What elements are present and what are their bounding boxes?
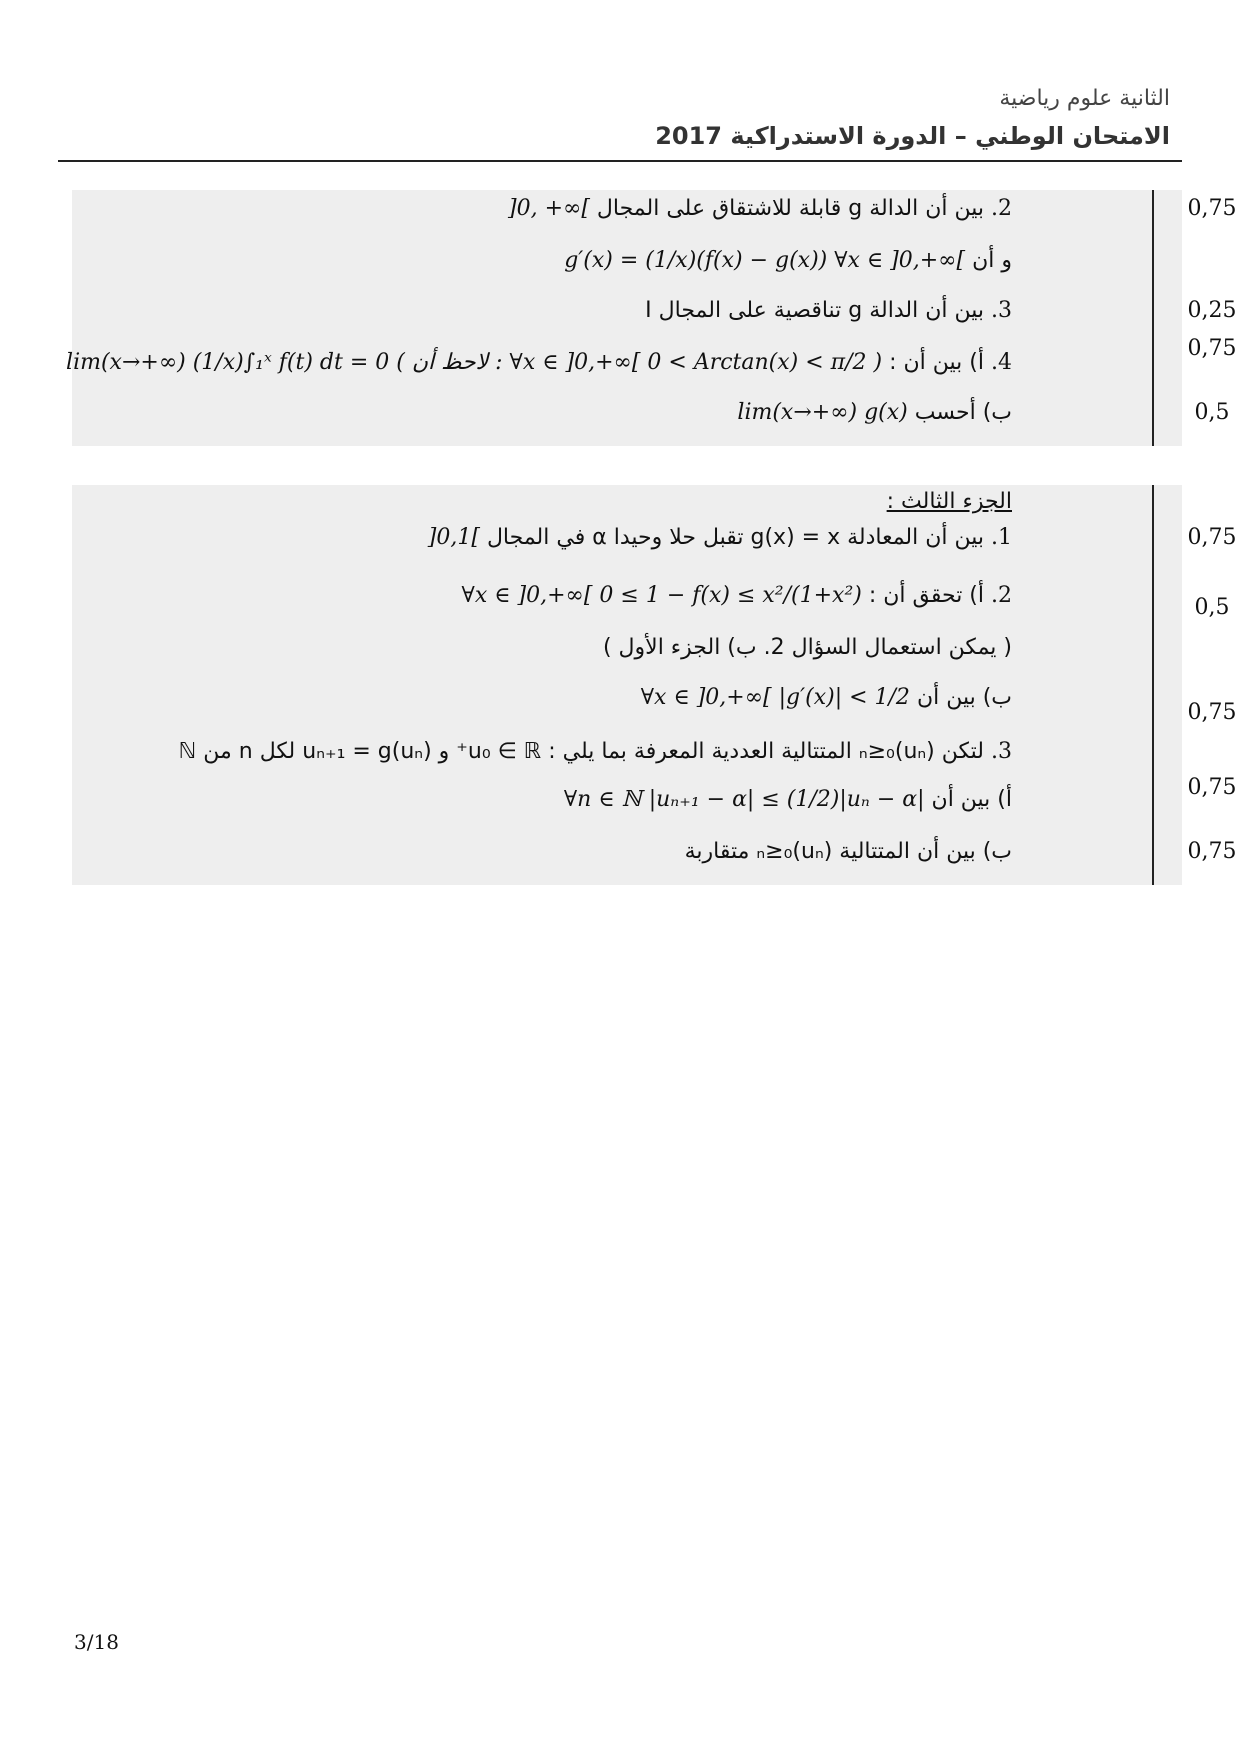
question-3-decreasing: 3. بين أن الدالة g تناقصية على المجال I xyxy=(645,298,1012,323)
question-4b-compute-limit: ب) أحسب lim(x→+∞) g(x) xyxy=(737,400,1012,425)
question-3a-sequence-bound: أ) بين أن ∀n ∈ ℕ |uₙ₊₁ − α| ≤ (1/2)|uₙ − α| xyxy=(563,787,1012,812)
score: 0,5 xyxy=(1194,400,1230,425)
header-exam-title: الامتحان الوطني – الدورة الاستدراكية 2017 xyxy=(655,122,1170,150)
question-3b-convergence: ب) بين أن المتتالية (uₙ)ₙ≥₀ متقاربة xyxy=(684,839,1012,864)
question-2-derivability: 2. بين أن الدالة g قابلة للاشتقاق على المجال ]0, +∞[ xyxy=(508,196,1012,221)
score-column-divider xyxy=(1152,485,1154,885)
exercise-block-part3 xyxy=(72,485,1237,885)
score: 0,25 xyxy=(1187,298,1237,323)
score-column-divider xyxy=(1152,190,1154,446)
score: 0,75 xyxy=(1187,700,1237,725)
question-1-unique-solution: 1. بين أن المعادلة g(x) = x تقبل حلا وحيدا α في المجال ]0,1[ xyxy=(427,525,1012,550)
header-level: الثانية علوم رياضية xyxy=(999,86,1170,111)
question-2-derivative-formula: و أن g′(x) = (1/x)(f(x) − g(x)) ∀x ∈ ]0,+∞[ xyxy=(564,248,1012,273)
question-2a-inequality: 2. أ) تحقق أن : ∀x ∈ ]0,+∞[ 0 ≤ 1 − f(x) ≤ x²/(1+x²) xyxy=(461,583,1012,608)
score: 0,5 xyxy=(1194,595,1230,620)
question-2b-derivative-bound: ب) بين أن ∀x ∈ ]0,+∞[ |g′(x)| < 1/2 xyxy=(640,685,1012,710)
score: 0,75 xyxy=(1187,525,1237,550)
score: 0,75 xyxy=(1187,196,1237,221)
section-title: الجزء الثالث : xyxy=(886,489,1012,514)
question-3-sequence-definition: 3. لتكن (uₙ)ₙ≥₀ المتتالية العددية المعرفة بما يلي : u₀ ∈ ℝ⁺ و uₙ₊₁ = g(uₙ) لكل n من ℕ xyxy=(178,739,1012,764)
page-number: 3/18 xyxy=(74,1630,119,1654)
header-divider xyxy=(58,160,1182,162)
score: 0,75 xyxy=(1187,336,1237,361)
question-2-hint: ( يمكن استعمال السؤال 2. ب) الجزء الأول ) xyxy=(602,635,1012,660)
score: 0,75 xyxy=(1187,839,1237,864)
score: 0,75 xyxy=(1187,775,1237,800)
question-4a-limit: 4. أ) بين أن : lim(x→+∞) (1/x)∫₁ˣ f(t) dt = 0 ( لاحظ أن : ∀x ∈ ]0,+∞[ 0 < Arctan(x) < π/2 ) xyxy=(66,350,1012,375)
exercise-block-part2 xyxy=(66,190,1237,446)
